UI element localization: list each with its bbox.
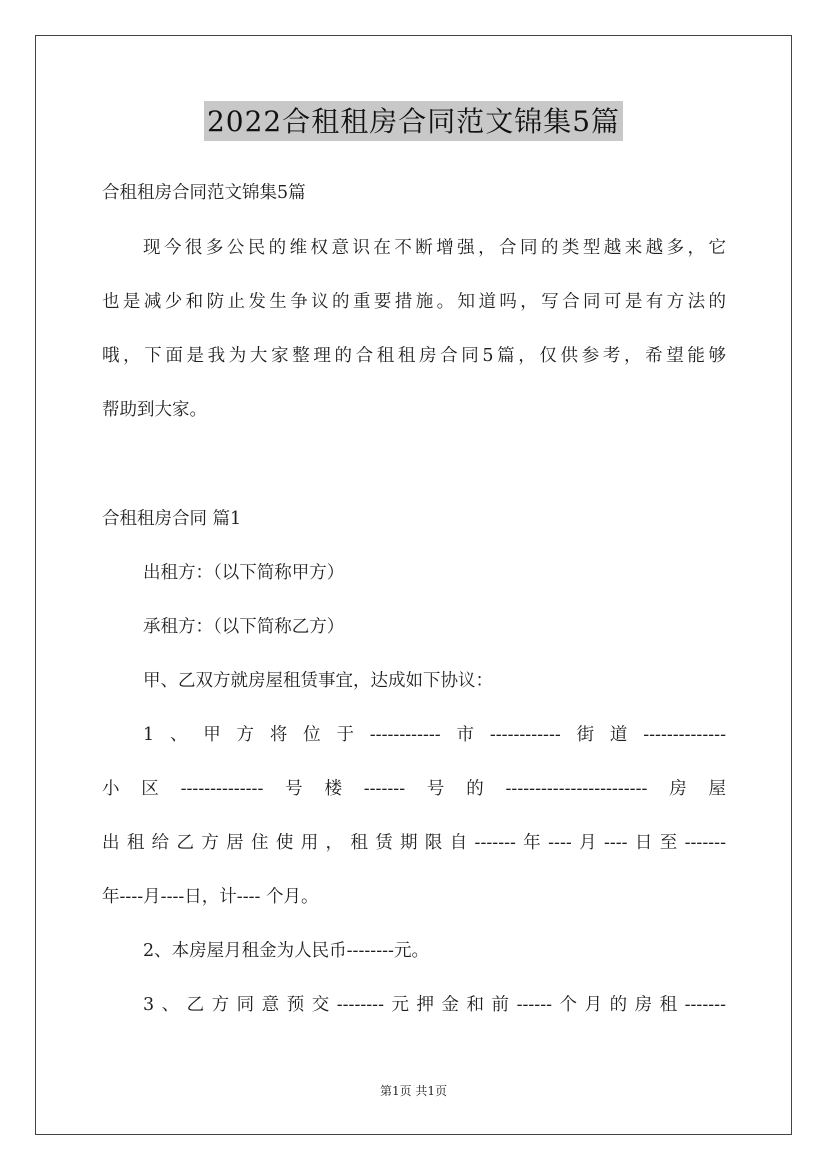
clause1-line-1: 1、甲方将位于------------市------------街道-------------- bbox=[143, 725, 726, 745]
intro-line-2: 也是减少和防止发生争议的重要措施。知道吗，写合同可是有方法的 bbox=[102, 292, 726, 312]
document-subtitle: 合租租房合同范文锦集5篇 bbox=[102, 183, 306, 203]
clause1-line-4: 年----月----日，计---- 个月。 bbox=[102, 887, 319, 907]
intro-line-1: 现今很多公民的维权意识在不断增强，合同的类型越来越多，它 bbox=[143, 238, 726, 258]
clause1-line-3: 出租给乙方居住使用，租赁期限自-------年----月----日至------- bbox=[102, 833, 726, 853]
title-container bbox=[0, 101, 827, 141]
intro-line-3: 哦，下面是我为大家整理的合租租房合同5篇，仅供参考，希望能够 bbox=[102, 346, 726, 366]
agreement-intro: 甲、乙双方就房屋租赁事宜，达成如下协议： bbox=[143, 671, 493, 691]
clause2-line: 2、本房屋月租金为人民币--------元。 bbox=[143, 941, 429, 961]
intro-line-4: 帮助到大家。 bbox=[102, 400, 207, 420]
page-footer: 第1页 共1页 bbox=[379, 1084, 448, 1098]
clause1-line-2: 小区--------------号楼-------号的------------------------房屋 bbox=[102, 779, 726, 799]
document-title: 2022合租租房合同范文锦集5篇 bbox=[204, 101, 623, 141]
lessor-line: 出租方：（以下简称甲方） bbox=[143, 563, 345, 583]
section-heading: 合租租房合同 篇1 bbox=[102, 509, 242, 529]
lessee-line: 承租方：（以下简称乙方） bbox=[143, 617, 345, 637]
clause3-line: 3、乙方同意预交--------元押金和前------个月的房租------- bbox=[143, 995, 726, 1015]
